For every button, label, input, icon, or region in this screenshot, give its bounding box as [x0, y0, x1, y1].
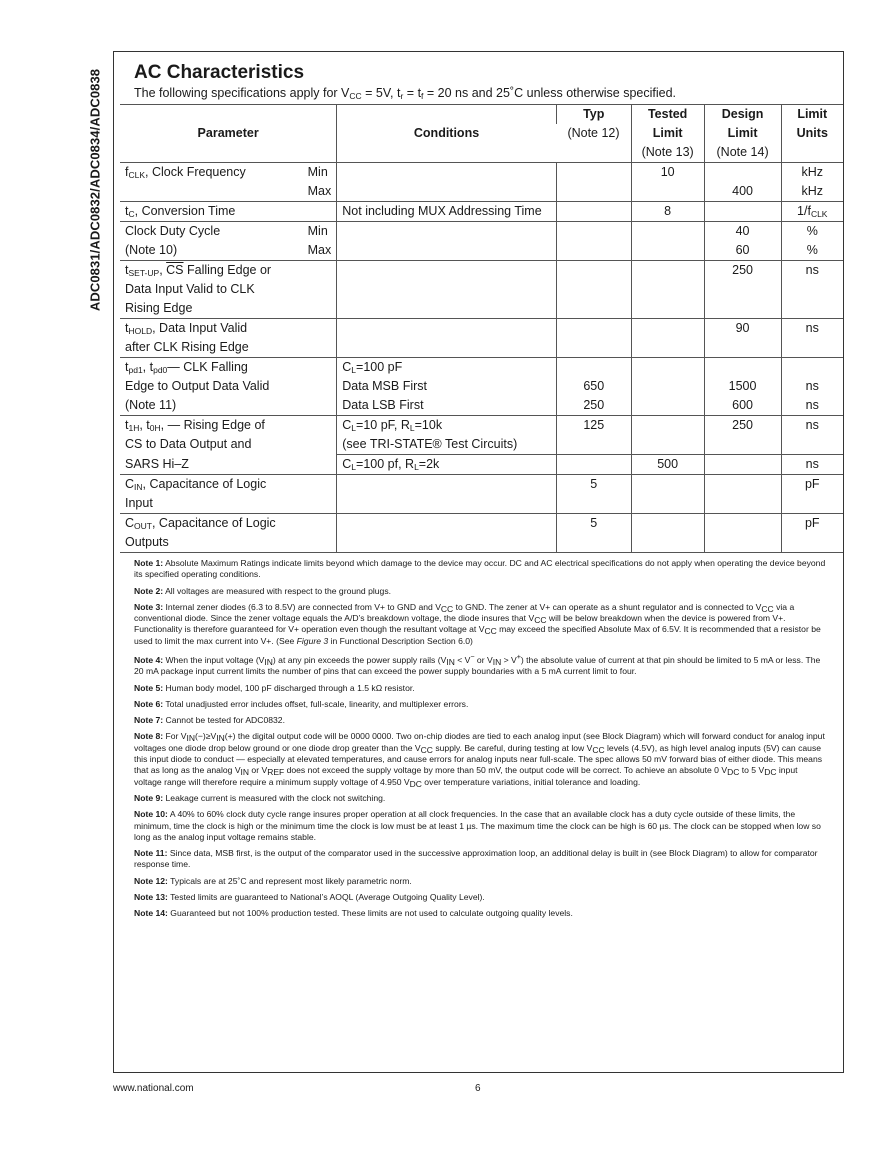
design-cell: 250 [704, 261, 781, 281]
design-cell: 400 [704, 182, 781, 202]
param-cell: SARS Hi–Z [125, 456, 189, 471]
header-tested-note: (Note 13) [631, 143, 704, 163]
note-6: Note 6: Total unadjusted error includes offset, full-scale, linearity, and multiplexer errors. [134, 698, 469, 709]
table-row [120, 319, 843, 339]
page-number: 6 [475, 1083, 481, 1094]
design-cell: 1500 [704, 377, 781, 396]
table-row [120, 222, 843, 242]
header-parameter: Parameter [120, 105, 337, 163]
header-design-1: Design [704, 105, 781, 125]
header-units-2: Units [781, 124, 843, 143]
param-cell: CS to Data Output and [125, 437, 252, 451]
table-row [120, 475, 843, 495]
units-cell: ns [781, 396, 843, 416]
param-cell: $t_{SET-UP}$, $\overline{CS}$ Falling Edge or [120, 261, 337, 281]
param-cell [120, 182, 303, 202]
note-5: Note 5: Human body model, 100 pF discharged through a 1.5 kΩ resistor. [134, 682, 415, 693]
note-4: Note 4: When the input voltage $(V_{IN})$ at any pin exceeds the power supply rails ($V_{IN} < V^-$ or $V_{IN} > V^+$) the absolute value of current at that pin should be limited to 5 mA or less. The 20 mA package input current limits the number of pins that can exceed the power supply boundaries with a 5 mA current limit to four. [134, 653, 821, 677]
max-label: Max [307, 243, 332, 257]
header-units-1: Limit [781, 105, 843, 125]
units-cell: % [781, 222, 843, 242]
units-cell: ns [781, 319, 843, 339]
typ-cell: 5 [556, 514, 631, 534]
param-cell: $t_C$, Conversion Time [120, 202, 303, 222]
table-row [120, 514, 843, 534]
table-row [120, 377, 843, 396]
param-cell: Input [125, 496, 153, 510]
units-cell: pF [781, 475, 843, 495]
units-cell: ns [781, 416, 843, 436]
design-cell: 250 [704, 416, 781, 436]
table-row [120, 241, 843, 261]
header-typ-blank [556, 143, 631, 163]
note-7: Note 7: Cannot be tested for ADC0832. [134, 715, 285, 726]
min-label: Min [303, 222, 337, 242]
max-label: Max [307, 184, 332, 198]
param-cell: $C_{IN}$, Capacitance of Logic [120, 475, 337, 495]
header-typ-note: (Note 12) [567, 126, 620, 140]
typ-cell: 250 [556, 396, 631, 416]
typ-cell [556, 163, 631, 183]
table-row [120, 455, 843, 475]
param-cell: $t_{HOLD}$, Data Input Valid [120, 319, 337, 339]
table-row [120, 358, 843, 378]
table-row [120, 435, 843, 455]
sidebar-part-numbers [84, 50, 106, 330]
table-header-row [120, 105, 843, 125]
param-cell: $f_{CLK}$, Clock Frequency [120, 163, 303, 183]
table-row [120, 182, 843, 202]
cond-cell: $C_L=10$ pF, $R_L=10k$ [337, 416, 557, 436]
param-cell: $C_{OUT}$, Capacitance of Logic [120, 514, 337, 534]
tested-cell: 8 [631, 202, 704, 222]
note-3: Note 3: Internal zener diodes (6.3 to 8.5V) are connected from V+ to GND and $V_{CC}$ to GND. The zener at V+ can operate as a shunt regulator and is connected to $V_{CC}$ via a conventional diode. Since the zener voltage equals the A/D’s breakdown voltage, the diode insures that $V_{CC}$ will be below breakdown when the device is powered from V+. Functionality is therefore guaranteed for V+ operation even though the resultant voltage at $V_{CC}$ may exceed the specified Absolute Max of 6.5V. It is recommended that a resistor be used to limit the max current into V+. (See Figure 3 in Functional Description Section 6.0) [134, 601, 821, 646]
note-8: Note 8: For $V_{IN}(-)\ge V_{IN}(+)$ the digital output code will be 0000 0000. Two on-chip diodes are tied to each analog input (see Block Diagram) which will forward conduct for analog input voltages one diode drop below ground or one diode drop greater than the $V_{CC}$ supply. Be careful, during testing at low $V_{CC}$ levels (4.5V), as high level analog inputs (5V) can cause this input diode to conduct — especially at elevated temperatures, and cause errors for analog inputs near full-scale. The spec allows 50 mV forward bias of either diode. This means that as long as the analog $V_{IN}$ or $V_{REF}$ does not exceed the supply voltage by more than 50 mV, the output code will be correct. To achieve an absolute 0 $V_{DC}$ to 5 $V_{DC}$ input voltage range will therefore require a minimum supply voltage of 4.950 $V_{DC}$ over temperature variations, initial tolerance and loading. [134, 731, 825, 789]
section-title: AC Characteristics [134, 62, 305, 83]
typ-cell: 125 [556, 416, 631, 436]
cond-cell: Not including MUX Addressing Time [337, 202, 557, 222]
param-cell: (Note 11) [125, 398, 177, 412]
content-frame [113, 51, 844, 1073]
units-cell: pF [781, 514, 843, 534]
design-cell: 90 [704, 319, 781, 339]
units-cell: kHz [781, 163, 843, 183]
typ-cell: 650 [556, 377, 631, 396]
header-tested-1: Tested [631, 105, 704, 125]
min-label: Min [303, 163, 337, 183]
param-cell: $t_{1H}$, $t_{0H}$, — Rising Edge of [120, 416, 337, 436]
param-cell: (Note 10) [125, 243, 178, 257]
param-cell: $t_{pd1}$, $t_{pd0}—$ CLK Falling [120, 358, 337, 378]
table-row [120, 202, 843, 222]
header-conditions: Conditions [337, 105, 557, 163]
units-cell: kHz [781, 182, 843, 202]
units-cell: ns [781, 377, 843, 396]
cond-cell: $C_L=100$ pF [337, 358, 557, 378]
design-cell [704, 163, 781, 183]
note-9: Note 9: Leakage current is measured with the clock not switching. [134, 792, 386, 803]
ac-characteristics-table [120, 104, 843, 553]
cond-cell [337, 163, 557, 183]
cond-cell: Data MSB First [337, 377, 557, 396]
header-typ: Typ [556, 105, 631, 125]
note-14: Note 14: Guaranteed but not 100% production tested. These limits are not used to calculate outgoing quality levels. [134, 908, 573, 919]
param-cell: Data Input Valid to CLK [125, 282, 255, 296]
note-2: Note 2: All voltages are measured with respect to the ground plugs. [134, 585, 392, 596]
tested-cell: 10 [631, 163, 704, 183]
units-cell: ns [781, 261, 843, 281]
units-cell: $1/f_{CLK}$ [781, 202, 843, 222]
design-cell: 600 [704, 396, 781, 416]
cond-cell: Data LSB First [337, 396, 557, 416]
param-cell: Outputs [120, 533, 337, 553]
header-tested-2: Limit [631, 124, 704, 143]
units-cell: % [781, 241, 843, 261]
tested-cell: 500 [631, 455, 704, 475]
design-cell: 60 [704, 241, 781, 261]
param-cell: Rising Edge [125, 301, 193, 315]
param-cell: Clock Duty Cycle [120, 222, 303, 242]
note-13: Note 13: Tested limits are guaranteed to National’s AOQL (Average Outgoing Quality Level). [134, 891, 485, 902]
header-design-note: (Note 14) [704, 143, 781, 163]
part-numbers-text: ADC0831/ADC0832/ADC0834/ADC0838 [87, 68, 103, 312]
table-row [120, 261, 843, 281]
note-11: Note 11: Since data, MSB first, is the output of the comparator used in the successive approximation loop, an additional delay is built in (see Block Diagram) to allow for comparator response time. [134, 848, 818, 870]
note-10: Note 10: A 40% to 60% clock duty cycle range insures proper operation at all clock frequencies. In the case that an available clock has a duty cycle outside of these limits, the minimum, time the clock is high or the minimum time the clock is low must be at least 1 µs. The maximum time the clock can be high is 60 µs. The clock can be stopped when low so long as the analog input voltage remains stable. [134, 809, 821, 842]
param-cell: after CLK Rising Edge [125, 340, 249, 354]
table-row [120, 163, 843, 183]
table-row [120, 396, 843, 416]
param-cell: Edge to Output Data Valid [125, 379, 270, 393]
cond-cell: (see TRI-STATE® Test Circuits) [337, 435, 557, 455]
section-subtitle: The following specifications apply for $V_{CC} = 5V$, $t_r = t_f = 20$ ns and 25˚C unless otherwise specified. [134, 86, 676, 101]
table-row [120, 416, 843, 436]
note-1: Note 1: Absolute Maximum Ratings indicate limits beyond which damage to the device may occur. DC and AC electrical specifications do not apply when operating the device beyond its specified operating conditions. [134, 558, 826, 580]
header-design-2: Limit [704, 124, 781, 143]
note-12: Note 12: Typicals are at 25˚C and represent most likely parametric norm. [134, 875, 412, 886]
notes-section [134, 558, 827, 925]
units-cell: ns [781, 455, 843, 475]
header-units-blank [781, 143, 843, 163]
cond-cell: $C_L=100$ pf, $R_L=2k$ [337, 455, 557, 475]
typ-cell: 5 [556, 475, 631, 495]
footer-url[interactable]: www.national.com [113, 1083, 194, 1094]
design-cell: 40 [704, 222, 781, 242]
